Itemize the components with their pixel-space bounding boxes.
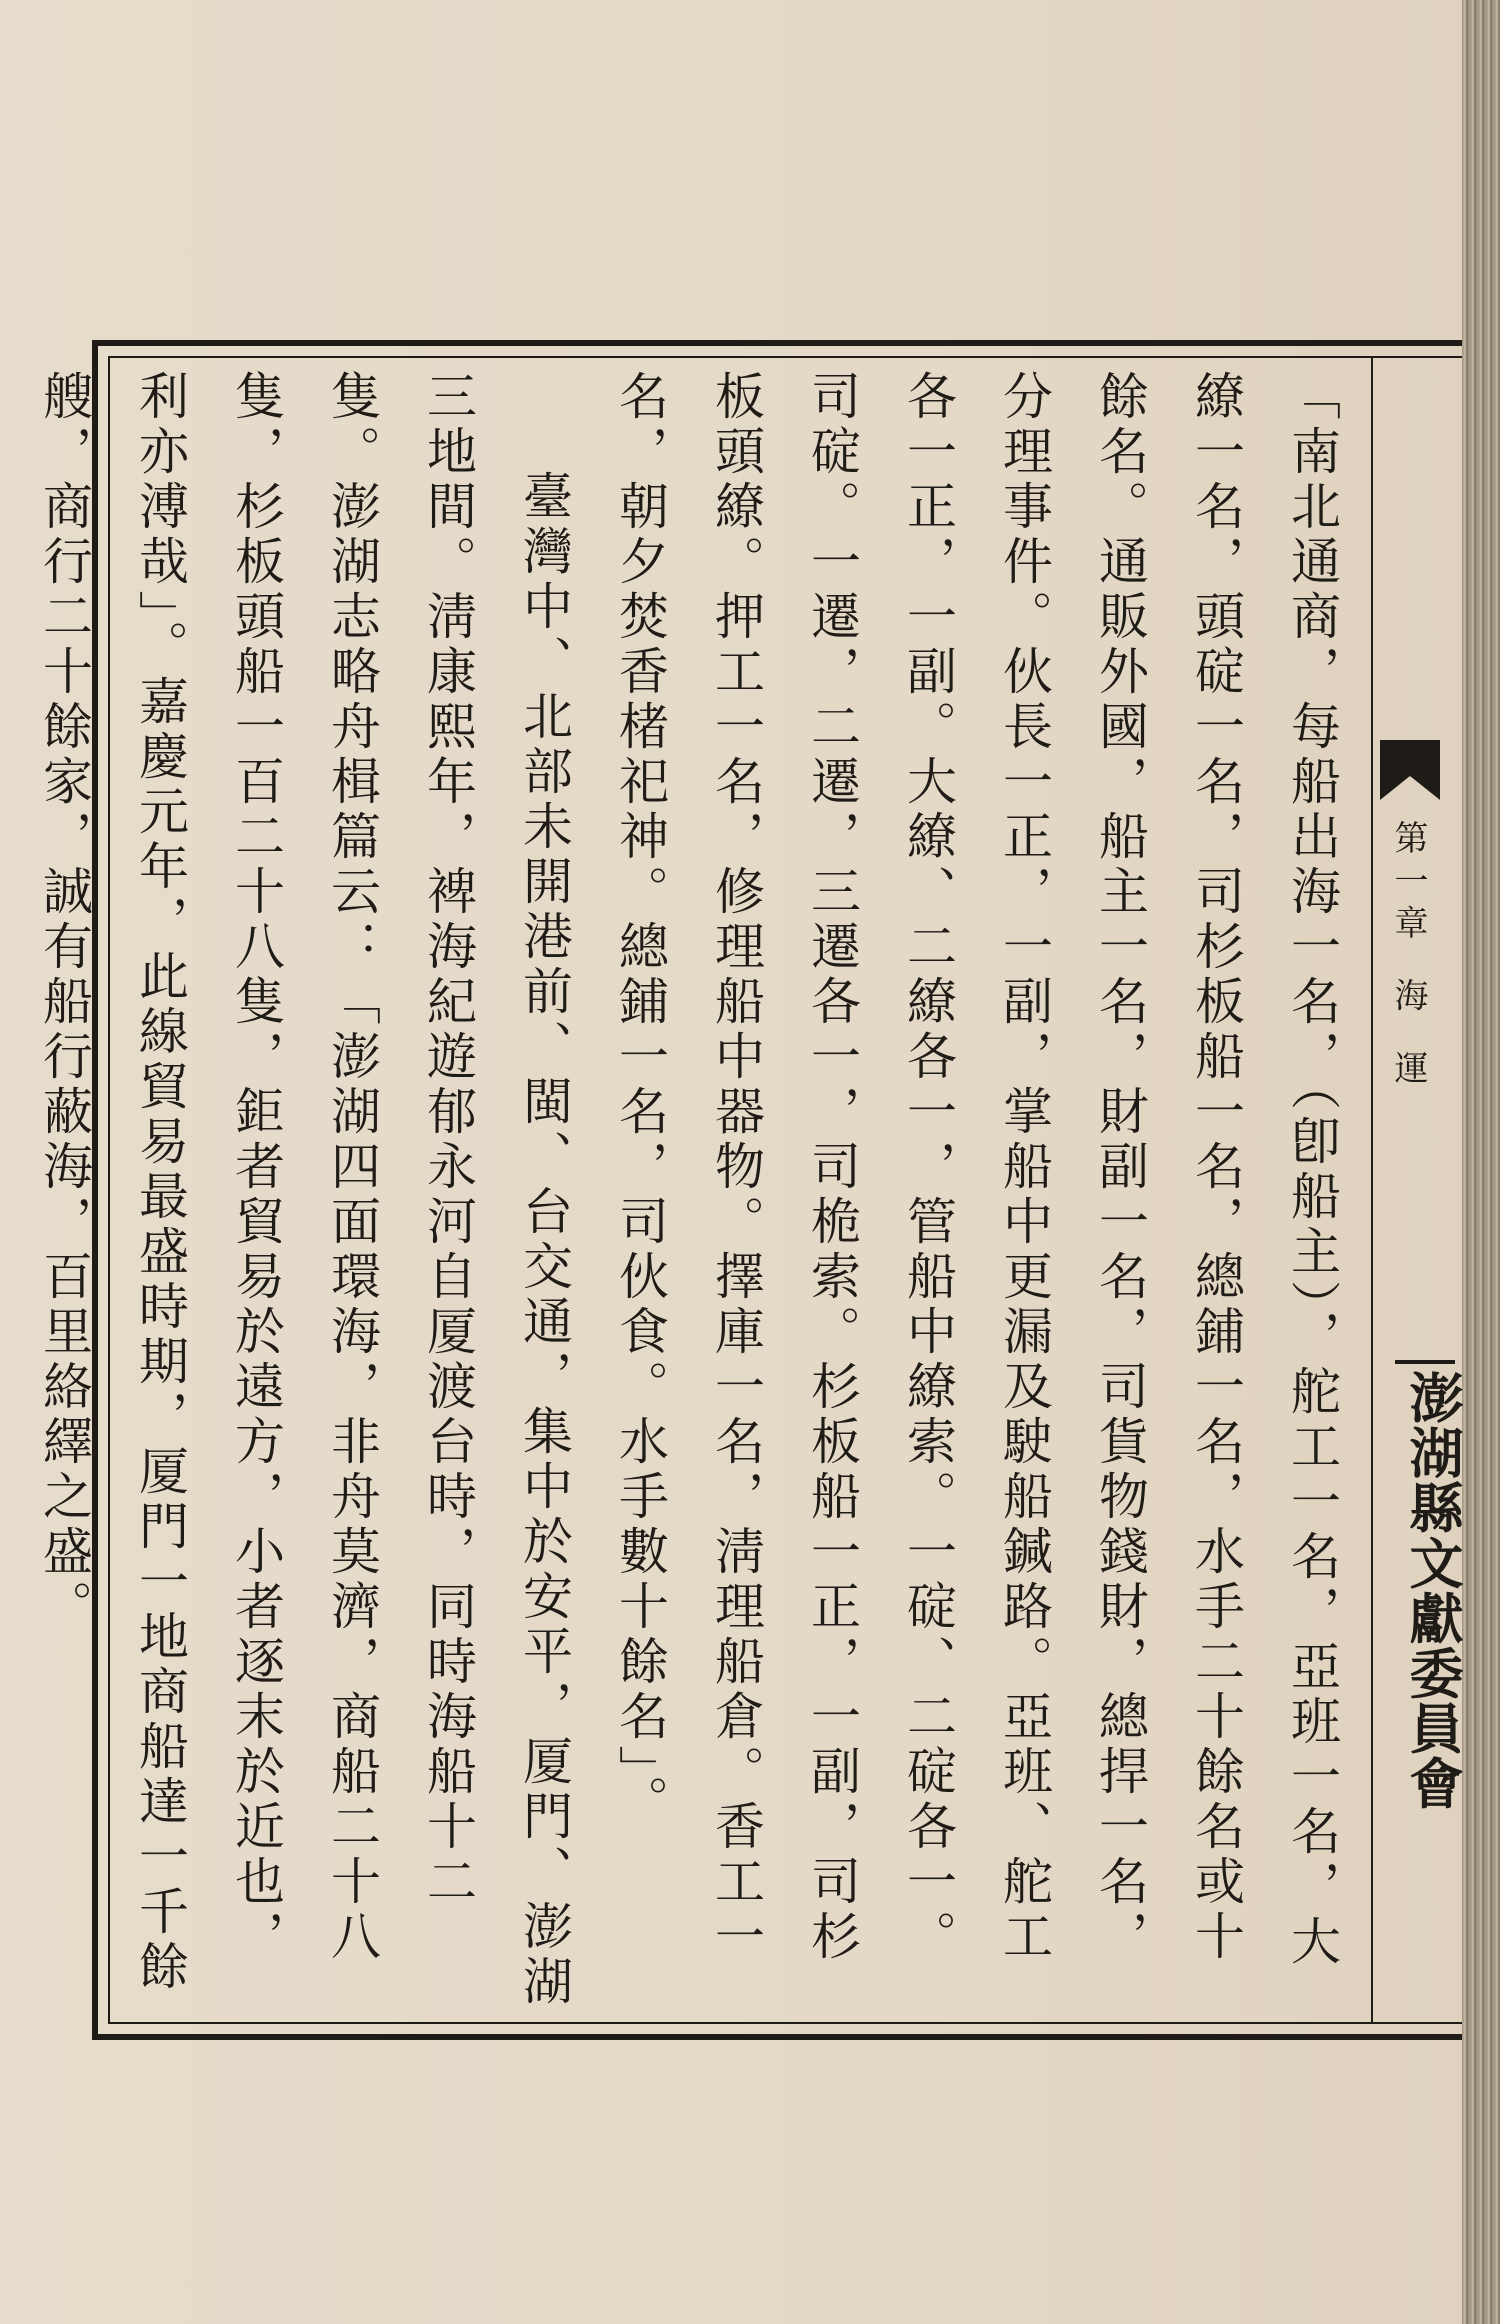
paragraph-3	[0, 370, 16, 2010]
margin-divider	[1371, 356, 1373, 2024]
section-title-2: 運	[1388, 1050, 1428, 1093]
publisher-rule	[1395, 1360, 1455, 1364]
paragraph-2: 臺灣中、北部未開港前、閩、台交通，集中於安平，厦門、澎湖三地間。淸康熙年，裨海紀遊郁永河自厦渡台時，同時海船十二隻。澎湖志略舟楫篇云：「澎湖四面環海，非舟莫濟，商船二十八隻，杉板頭船一百二十八隻，鉅者貿易於遠方，小者逐末於近也，利亦溥哉」。嘉慶元年，此線貿易最盛時期，厦門一地商船達一千餘艘，商行二十餘家，誠有船行蔽海，百里絡繹之盛。	[35, 370, 573, 2010]
chapter-header	[1378, 820, 1438, 1220]
chapter-number: 第一章	[1388, 820, 1428, 948]
paragraph-1: 「南北通商，每船出海一名，（卽船主），舵工一名，亞班一名，大繚一名，頭碇一名，司杉板船一名，總鋪一名，水手二十餘名或十餘名。通販外國，船主一名，財副一名，司貨物錢財，總捍一名，分理事件。伙長一正，一副，掌船中更漏及駛船鍼路。亞班、舵工各一正，一副。大繚、二繚各一，管船中繚索。一碇、二碇各一。司碇。一遷，二遷，三遷各一，司桅索。杉板船一正，一副，司杉板頭繚。押工一名，修理船中器物。擇庫一名，淸理船倉。香工一名，朝夕焚香楮祀神。總鋪一名，司伙食。水手數十餘名」。	[611, 370, 1341, 1970]
section-title: 海	[1388, 977, 1428, 1020]
publisher-name: 澎湖縣文獻委員會	[1401, 1370, 1465, 1811]
book-edge	[1462, 0, 1500, 2324]
body-text	[35, 370, 1360, 2010]
